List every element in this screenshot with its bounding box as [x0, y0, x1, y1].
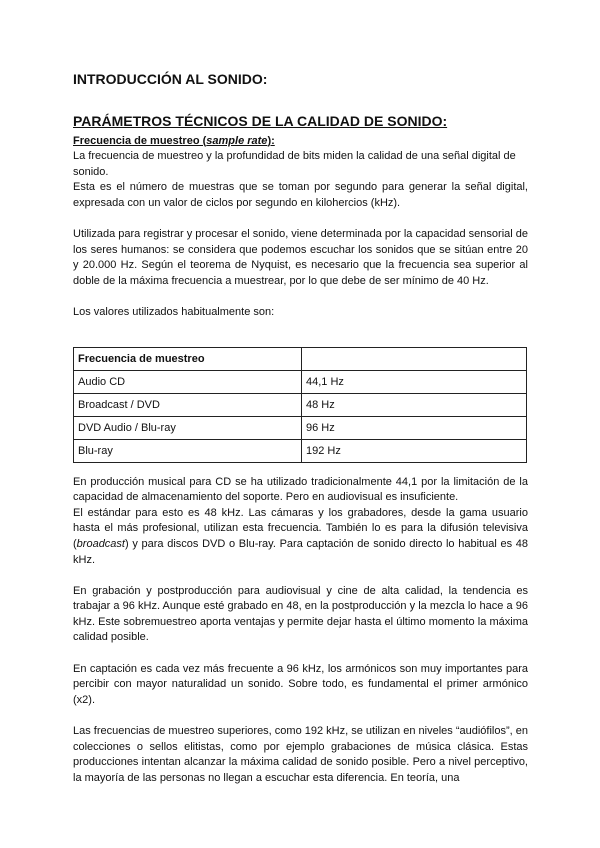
table-row — [74, 393, 527, 416]
subsection-prefix: Frecuencia de muestreo ( — [73, 135, 207, 147]
subsection-title — [73, 134, 528, 149]
paragraph-4-part-b: ) y para discos DVD o Blu-ray. Para captación de sonido directo lo habitual es 48 kHz. — [73, 537, 528, 566]
paragraph-4-line-2 — [73, 506, 528, 568]
subsection-suffix: ): — [267, 135, 275, 147]
document-page — [73, 70, 528, 786]
paragraph-1-line-1: La frecuencia de muestreo y la profundidad de bits miden la calidad de una señal digital de sonido. — [73, 150, 516, 178]
section-title: PARÁMETROS TÉCNICOS DE LA CALIDAD DE SONIDO: — [73, 113, 448, 129]
table-cell-label: Broadcast / DVD — [74, 393, 302, 416]
paragraph-5: En grabación y postproducción para audiovisual y cine de alta calidad, la tendencia es trabajar a 96 kHz. Aunque esté grabado en 48, en la postproducción y la mezcla lo hace a 96 kHz. Este sobremuestreo aporta ventajas y permite dejar hasta el último momento la máxima calidad posible. — [73, 584, 528, 644]
paragraph-6: En captación es cada vez más frecuente a 96 kHz, los armónicos son muy importantes para percibir con mayor naturalidad un sonido. Sobre todo, es fundamental el primer armónico (x2). — [73, 662, 528, 706]
table-cell-value: 192 Hz — [302, 439, 527, 462]
table-cell-label: Blu-ray — [74, 439, 302, 462]
subsection-italic: sample rate — [206, 135, 268, 147]
paragraph-4-italic: broadcast — [76, 537, 125, 550]
table-cell-value: 48 Hz — [302, 393, 527, 416]
document-title: INTRODUCCIÓN AL SONIDO: — [73, 71, 268, 87]
sample-rate-table — [73, 347, 527, 463]
table-cell-label: DVD Audio / Blu-ray — [74, 416, 302, 439]
table-row — [74, 370, 527, 393]
paragraph-1-line-2: Esta es el número de muestras que se toman por segundo para generar la señal digital, expresada con un valor de ciclos por segundo en kilohercios (kHz). — [73, 181, 528, 209]
table-header-empty-cell — [302, 347, 527, 370]
table-header-cell: Frecuencia de muestreo — [74, 347, 302, 370]
paragraph-4-part-a: El estándar para esto es 48 kHz. Las cámaras y los grabadores, desde la gama usuario hasta el más profesional, utilizan esta frecuencia. También lo es para la difusión televisiva ( — [73, 506, 528, 550]
paragraph-2: Utilizada para registrar y procesar el sonido, viene determinada por la capacidad sensorial de los seres humanos: se considera que podemos escuchar los sonidos que se sitúan entre 20 y 20.000 Hz. Según el teorema de Nyquist, es necesario que la frecuencia sea superior al doble de la máxima frecuencia a muestrear, por lo que debe de ser mínimo de 40 Hz. — [73, 227, 528, 287]
table-cell-value: 44,1 Hz — [302, 370, 527, 393]
table-row — [74, 439, 527, 462]
table-cell-value: 96 Hz — [302, 416, 527, 439]
paragraph-3: Los valores utilizados habitualmente son: — [73, 305, 275, 318]
paragraph-4-line-1: En producción musical para CD se ha utilizado tradicionalmente 44,1 por la limitación de la capacidad de almacenamiento del soporte. Pero en audiovisual es insuficiente. — [73, 475, 528, 504]
table-cell-label: Audio CD — [74, 370, 302, 393]
table-header-row — [74, 347, 527, 370]
table-row — [74, 416, 527, 439]
paragraph-7: Las frecuencias de muestreo superiores, como 192 kHz, se utilizan en niveles “audiófilos”, en colecciones o sellos elitistas, como por ejemplo grabaciones de música clásica. Estas producciones intentan alcanzar la máxima calidad de sonido posible. Pero a nivel perceptivo, la mayoría de las personas no llegan a escuchar esta diferencia. En teoría, una — [73, 725, 528, 784]
